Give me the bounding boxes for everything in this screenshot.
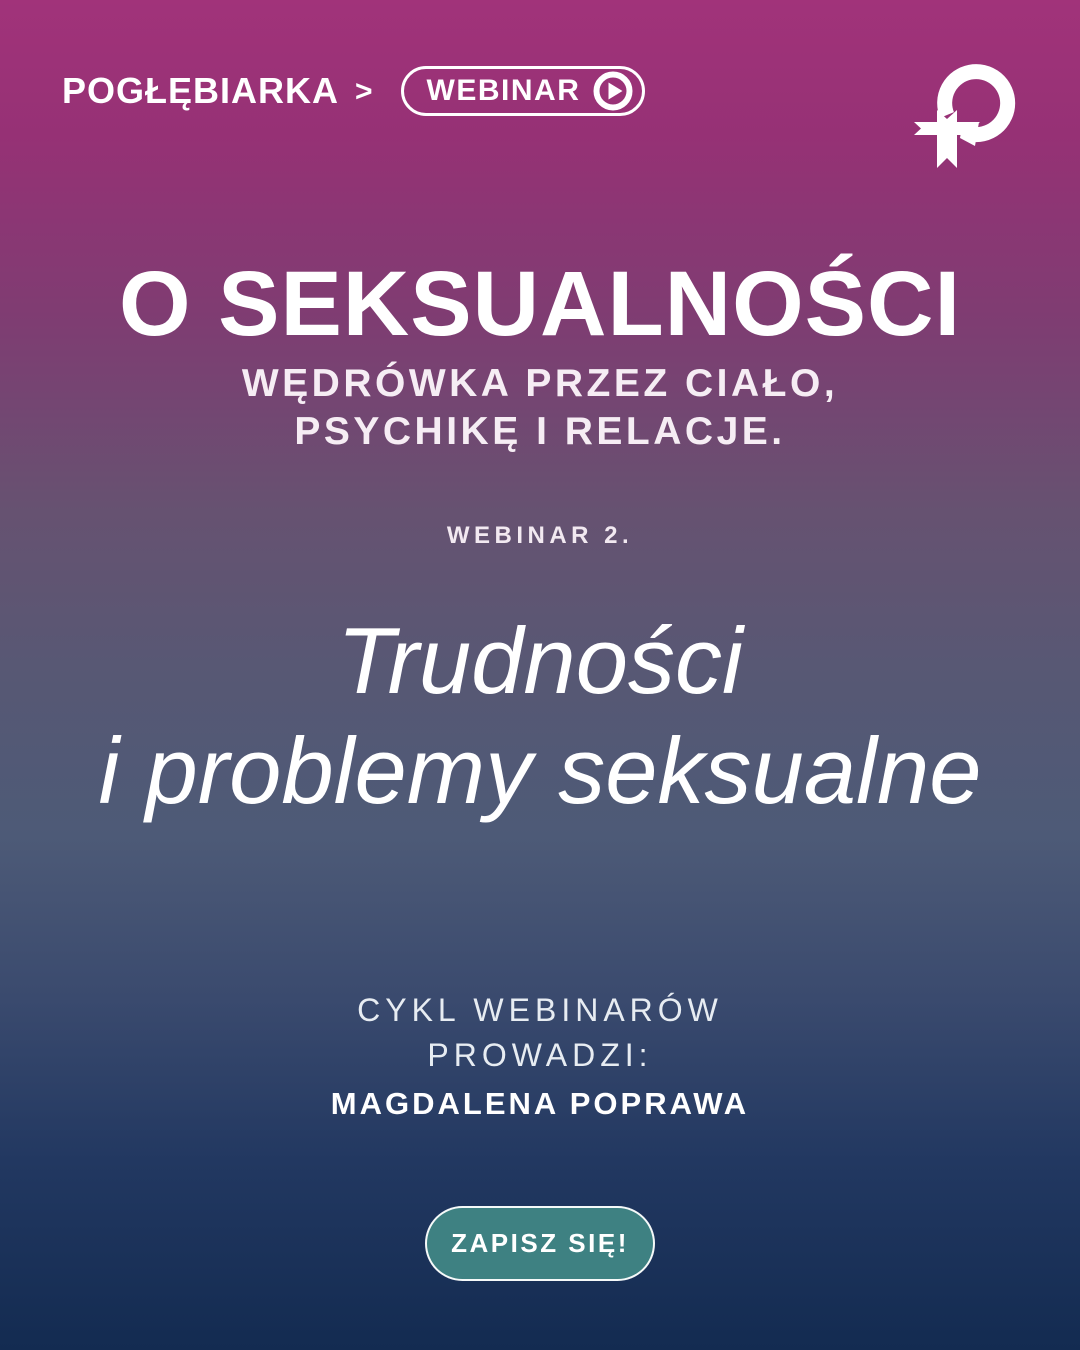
header xyxy=(62,66,1020,116)
page-title: O SEKSUALNOŚCI xyxy=(118,253,962,355)
host-label: PROWADZI: xyxy=(427,1036,653,1073)
subtitle-line-1: WĘDRÓWKA PRZEZ CIAŁO, xyxy=(241,362,839,405)
host-name: MAGDALENA POPRAWA xyxy=(330,1085,750,1121)
brand-p-logo-icon xyxy=(904,56,1016,176)
footer-block xyxy=(0,988,1080,1125)
webinar-badge-label: WEBINAR xyxy=(426,74,581,107)
episode-title-line-1: Trudności xyxy=(337,608,743,713)
episode-title xyxy=(0,606,1080,826)
subtitle xyxy=(0,360,1080,456)
chevron-right-icon: > xyxy=(355,75,373,108)
subtitle-line-2: PSYCHIKĘ I RELACJE. xyxy=(294,409,786,453)
series-label: CYKL WEBINARÓW xyxy=(357,992,723,1028)
play-icon xyxy=(593,71,633,111)
brand-name: POGŁĘBIARKA xyxy=(62,70,340,111)
webinar-number-label: WEBINAR 2. xyxy=(446,522,634,549)
webinar-badge[interactable] xyxy=(401,66,646,116)
signup-button[interactable]: ZAPISZ SIĘ! xyxy=(425,1206,655,1281)
episode-title-line-2: i problemy seksualne xyxy=(98,717,982,823)
